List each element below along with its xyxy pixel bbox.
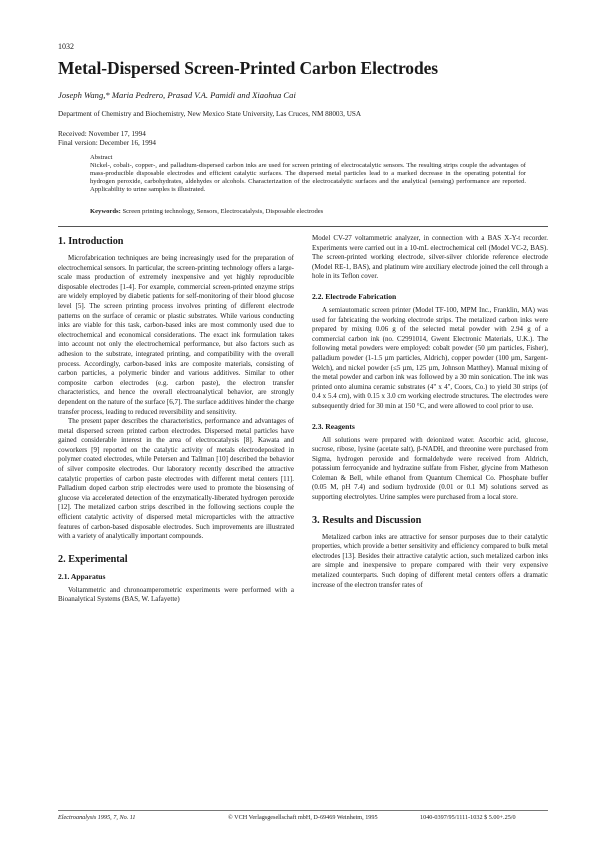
journal-citation: Electroanalysis 1995, 7, No. 11 <box>58 814 136 821</box>
publisher-notice: © VCH Verlagsgesellschaft mbH, D-69469 Weinheim, 1995 <box>228 814 378 821</box>
author-list: Joseph Wang,* Maria Pedrero, Prasad V.A. Pamidi and Xiaohua Cai <box>58 90 296 100</box>
article-code: 1040-0397/95/1111-1032 $ 5.00+.25/0 <box>420 814 516 821</box>
abstract <box>90 154 526 194</box>
keywords <box>90 208 526 215</box>
affiliation: Department of Chemistry and Biochemistry, New Mexico State University, Las Cruces, NM 88003, USA <box>58 110 362 118</box>
fabrication-paragraph: A semiautomatic screen printer (Model TF-100, MPM Inc., Franklin, MA) was used for fabricating the working electrode strips. The metalized carbon inks were prepared by mixing 0.06 g of the selected metal powder with 2.94 g of a commercial carbon ink (no. C2991014, Gwent Electronic Materials, U.K.). The following metal powders were employed: cobalt powder (50 µm particles, Fisher), palladium powder (1-1.5 µm particles, Aldrich), copper powder (100 µm, Sargent-Welch), and nickel powder (≤5 µm, 125 µm, Johnson Matthey). Manual mixing of the metal powder and carbon ink was followed by a 30 min sonication. The ink was printed onto alumina ceramic substrates (4" x 4", Coors, Co.) to yield 30 strips (of 0.4 x 5.4 cm), with 0.15 x 3.0 cm working electrode structures. The electrodes were subsequently dried for 30 min at 150 °C, and were allowed to cool prior to use. <box>312 305 548 410</box>
reagents-paragraph: All solutions were prepared with deionized water. Ascorbic acid, glucose, sucrose, ribose, lysine (acetate salt), β-NADH, and threonine were purchased from Sigma, hydrogen peroxide and formaldehyde were received from Aldrich, potassium ferrocyanide and hydrazine sulfate from Fisher, glycine from Matheson Coleman & Bell, while ethanol from Quantum Chemical Co. Phosphate buffer (0.05 M, pH 7.4) and sodium hydroxide (0.01 or 0.1 M) solutions served as supporting electrolytes. Urine samples were purchased from a local store. <box>312 435 548 502</box>
keywords-label: Keywords: <box>90 208 121 215</box>
header-divider <box>58 226 548 227</box>
fabrication-heading: 2.2. Electrode Fabrication <box>312 291 397 301</box>
introduction-heading: 1. Introduction <box>58 236 124 247</box>
received-date: Received: November 17, 1994 <box>58 130 146 138</box>
apparatus-heading: 2.1. Apparatus <box>58 571 106 581</box>
paper-title: Metal-Dispersed Screen-Printed Carbon Electrodes <box>58 58 438 78</box>
reagents-heading: 2.3. Reagents <box>312 421 355 431</box>
abstract-text: Nickel-, cobalt-, copper-, and palladium-dispersed carbon inks are used for screen printing of electrocatalytic sensors. The resulting strips couple the advantages of mass-producible disposable electrodes and efficient catalytic surfaces. The dispersed metal particles lead to a marked decrease in the operating potential for hydrogen peroxide, carbohydrates, aldehydes or alcohols. Characterization of the electrocatalytic surfaces and the analytical (sensing) performance are reported. Applicability to urine samples is illustrated. <box>90 162 526 193</box>
apparatus-continued: Model CV-27 voltammetric analyzer, in connection with a BAS X-Y-t recorder. Experiments were carried out in a 10-mL electrochemical cell (Model VC-2, BAS). The screen-printed working electrode, silver-silver chloride reference electrode (Model RE-1, BAS), and platinum wire auxiliary electrode joined the cell through a hole in its Teflon cover. <box>312 234 548 281</box>
results-heading: 3. Results and Discussion <box>312 514 422 526</box>
dates-block <box>58 130 156 148</box>
apparatus-paragraph: Voltammetric and chronoamperometric experiments were performed with a Bioanalytical Systems (BAS, W. Lafayette) <box>58 585 294 604</box>
results-paragraph: Metalized carbon inks are attractive for sensor purposes due to their catalytic properties, which provide a better sensitivity and efficiency compared to bulk metal electrodes [13]. Besides their attractive catalytic action, such metalized carbon inks are simple and inexpensive to prepare compared with their very expensive metalized counterparts. Such doping of different metal centers offers a dramatic increase of the electron transfer rates of <box>312 532 548 589</box>
page-number: 1032 <box>58 42 74 51</box>
footer-divider <box>58 810 548 811</box>
left-column <box>58 234 294 605</box>
abstract-label: Abstract <box>90 154 113 161</box>
intro-paragraph-2: The present paper describes the characteristics, performance and advantages of metal dispersed screen printed carbon electrodes. Dispersed metal particles have gained considerable interest in the area of electrocatalysis [8]. Kawata and coworkers [9] reported on the catalytic activity of metals electrodeposited in polymer coated electrodes, while Petersen and Tallman [10] described the behavior of silver composite electrodes. Our laboratory recently described the attractive catalytic properties of carbon paste electrodes with different metal centers [11]. Palladium doped carbon strip electrodes were used to promote the biosensing of glucose via accelerated detection of the enzymatically-liberated hydrogen peroxide [12]. The metalized carbon strips described in the following sections couple the efficient catalytic activity of dispersed metal microparticles with the attractive features of carbon-based disposable electrodes. Such improvements are illustrated with a variety of analytically important compounds. <box>58 417 294 541</box>
keywords-text: Screen printing technology, Sensors, Electrocatalysis, Disposable electrodes <box>122 208 324 215</box>
experimental-heading: 2. Experimental <box>58 553 128 565</box>
right-column <box>312 234 548 590</box>
intro-paragraph-1: Microfabrication techniques are being increasingly used for the preparation of electrochemical sensors. In particular, the screen-printing technology offers a large-scale mass production of extremely inexpensive and yet highly reproducible disposable electrodes [1-4]. For example, commercial screen-printed enzyme strips are widely employed by diabetic patients for self-monitoring of their blood glucose level [5]. The screen printing process involves printing of different electrode patterns on the surface of ceramic or plastic substrates. While various conducting inks are viable for this task, carbon-based inks are most commonly used due to electrochemical and economical considerations. The exact ink formulation takes into account not only the electrochemical performance, but also factors such as adhesion to the substrate, integrated printing, and compatibility with the overall process. Accordingly, carbon-based inks are composite materials, consisting of carbon particles, a polymeric binder and various additives. Similar to other composite carbon electrodes (e.g. carbon paste), the electron transfer characteristics, and hence the overall electroanalytical behavior, are strongly dependent on the nature of the surface [6,7]. The surface additives hinder the charge transfer process, leading to reduced reversibility and sensitivity. <box>58 254 294 416</box>
final-version-date: Final version: December 16, 1994 <box>58 139 157 147</box>
